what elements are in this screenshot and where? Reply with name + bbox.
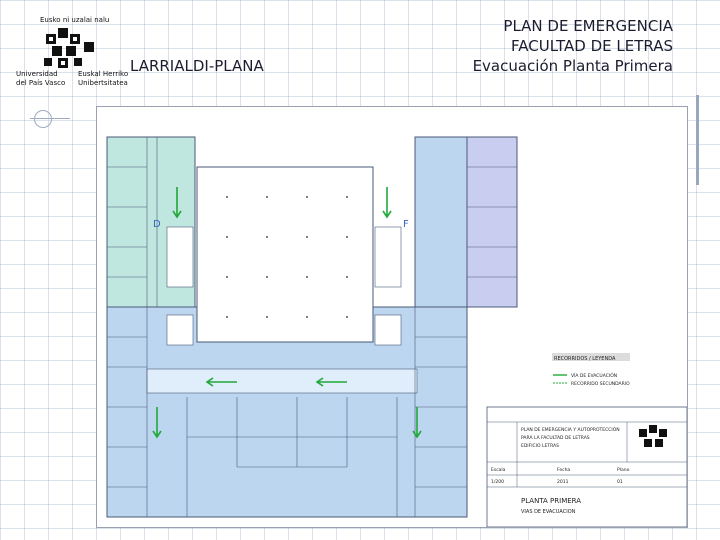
floor-plan-drawing	[97, 107, 687, 527]
row-label-2: Fecha	[557, 468, 571, 473]
row-value-3: 01	[617, 480, 623, 485]
header-right-line-1: PLAN DE EMERGENCIA	[503, 17, 673, 35]
legend-item-evacuation	[553, 372, 617, 379]
logo-motto: Eusko ni uzalai nalu	[40, 16, 110, 24]
logo-caption-right-1: Euskal Herriko	[78, 70, 129, 78]
row-value-1: 1/200	[491, 480, 504, 485]
sheet-subtitle: VIAS DE EVACUACION	[521, 509, 576, 515]
stair-west	[167, 227, 193, 287]
university-logo	[14, 14, 129, 90]
legend-item-1: VÍA DE EVACUACIÓN	[571, 374, 618, 379]
zone-label-f: F	[403, 219, 409, 230]
row-label-3: Plano	[617, 468, 630, 473]
legend-title: RECORRIDOS / LEYENDA	[554, 356, 616, 362]
legend-item-secondary	[553, 381, 630, 387]
logo-caption-right-2: Unibertsitatea	[78, 79, 128, 87]
logo-caption-left-2: del País Vasco	[16, 79, 66, 87]
row-value-2: 2011	[557, 480, 569, 485]
zone-east-upper-outer	[467, 137, 517, 307]
sheet-title: PLANTA PRIMERA	[521, 497, 582, 505]
corridor	[147, 369, 417, 393]
zone-label-d: D	[153, 219, 161, 230]
courtyard	[197, 167, 373, 342]
zone-east-upper-inner	[415, 137, 467, 307]
stair-southeast	[375, 315, 401, 345]
row-label-1: Escala	[491, 468, 506, 473]
header-spanish-title	[473, 16, 673, 76]
header-right-line-3: Evacuación Planta Primera	[472, 57, 673, 75]
decorative-bar	[696, 95, 699, 185]
stair-southwest	[167, 315, 193, 345]
header-left-line-1: LARRIALDI-PLANA	[130, 57, 264, 75]
project-line-3: EDIFICIO LETRAS	[521, 444, 559, 449]
decorative-circle	[34, 110, 52, 128]
header-right-line-2: FACULTAD DE LETRAS	[511, 37, 673, 55]
project-line-2: PARA LA FACULTAD DE LETRAS	[521, 436, 590, 441]
logo-caption-left-1: Universidad	[16, 70, 58, 78]
project-line-1: PLAN DE EMERGENCIA Y AUTOPROTECCIÓN	[521, 428, 620, 433]
floor-plan-sheet	[96, 106, 688, 528]
stair-east	[375, 227, 401, 287]
legend-item-2: RECORRIDO SECUNDARIO	[571, 382, 630, 387]
